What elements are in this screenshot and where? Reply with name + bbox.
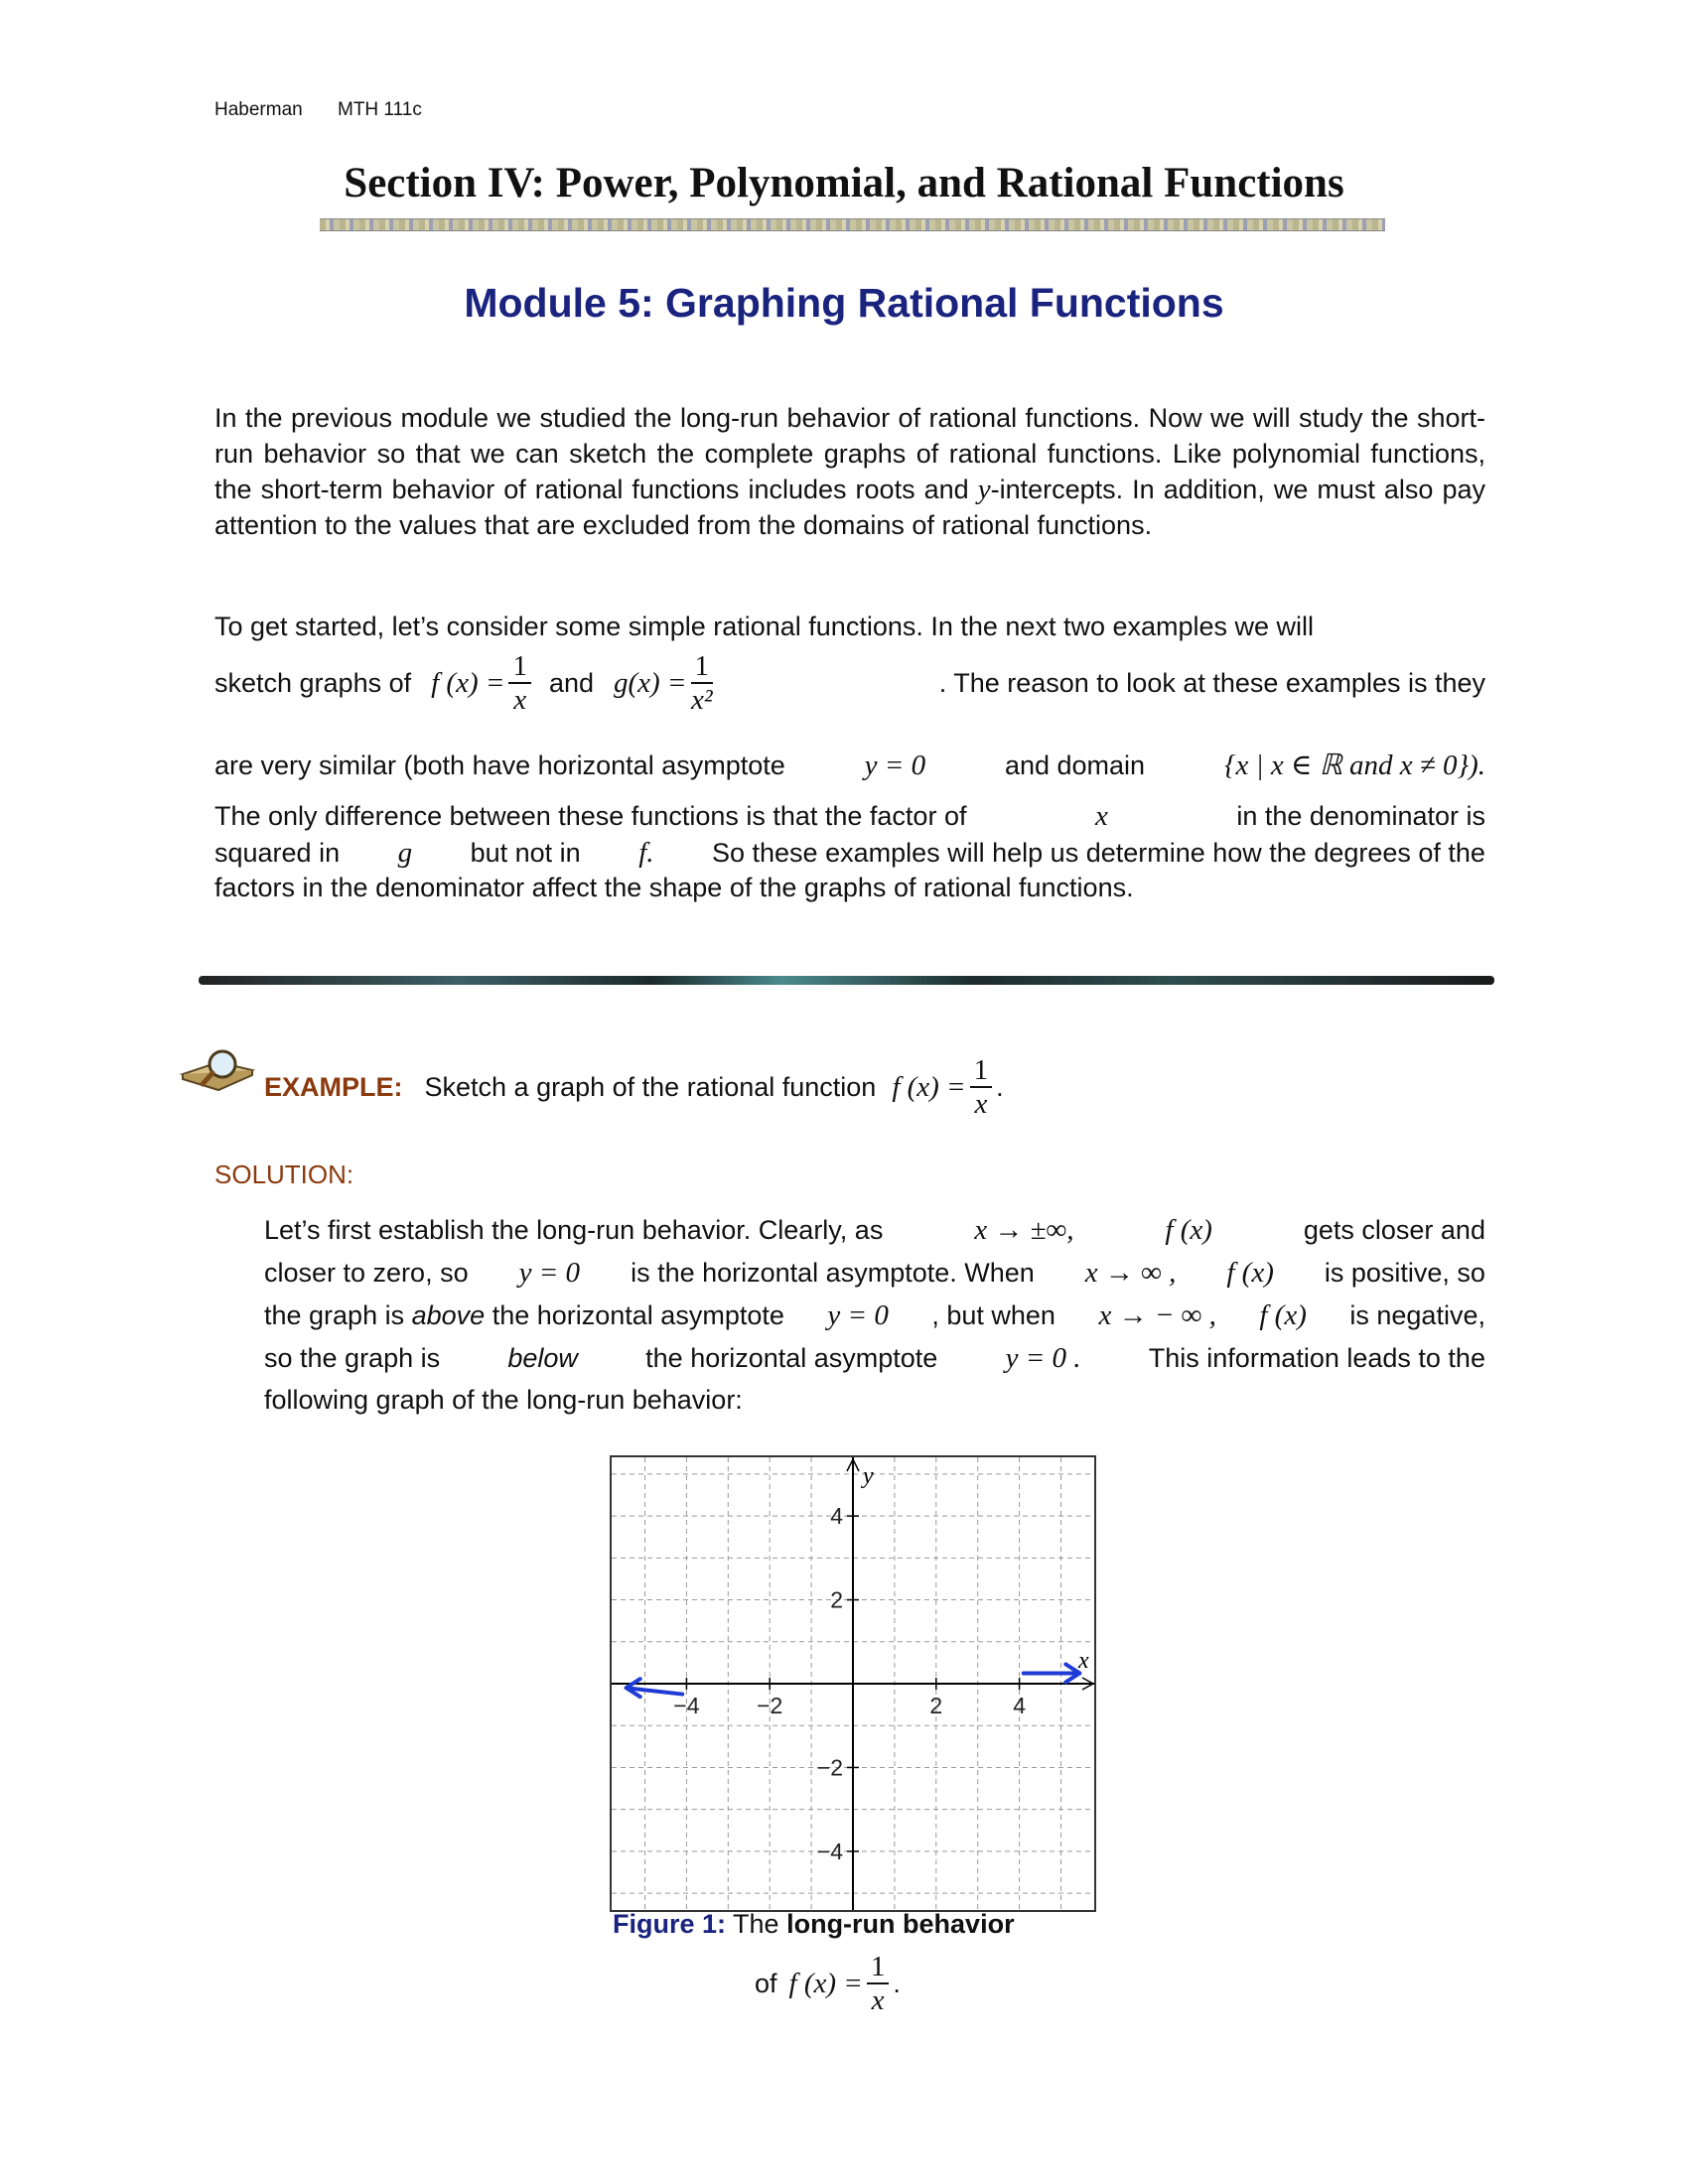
- y-axis-label: y: [863, 1463, 874, 1489]
- solution-line-1: Let’s first establish the long-run behavior. Clearly, as x → ±∞, f (x) gets closer and: [264, 1214, 1485, 1246]
- module-title: Module 5: Graphing Rational Functions: [464, 280, 1224, 326]
- solution-line-4: so the graph is below the horizontal asymptote y = 0 . This information leads to the: [264, 1342, 1485, 1374]
- figure-caption-function: of f (x) = $\frac{1}{x}$ .: [755, 1951, 901, 2016]
- intro-paragraph-1: In the previous module we studied the long-run behavior of rational functions. Now we will study the short-run behavior so that we can sketch the complete graphs of rational functions. Like polynomial functions, the short-term behavior of rational functions includes roots and y-intercepts. In addition, we must also pay attention to the values that are excluded from the domains of rational functions.: [214, 403, 1486, 540]
- x-tick-label: 2: [929, 1693, 943, 1718]
- caption-fraction: $\frac{1}{x}$: [867, 1951, 890, 2016]
- example-fraction: $\frac{1}{x}$: [970, 1054, 993, 1120]
- fraction-1-over-x: $\frac{1}{x}$: [508, 650, 531, 716]
- figure-label: Figure 1:: [613, 1909, 727, 1939]
- intro-paragraph-2-line-5: squared in g but not in f. So these examples will help us determine how the degrees of the: [214, 837, 1485, 869]
- figure-caption: Figure 1: The long-run behavior: [613, 1909, 1015, 1939]
- x-tick-label: 4: [1013, 1693, 1026, 1718]
- solution-line-5: following graph of the long-run behavior:: [264, 1385, 743, 1415]
- intro-paragraph-2-line-3: are very similar (both have horizontal asymptote y = 0 and domain {x | x ∈ ℝ and x ≠ 0}).: [214, 750, 1485, 781]
- solution-line-3: the graph is above the horizontal asymptote y = 0 , but when x → − ∞ , f (x) is negative,: [264, 1299, 1485, 1331]
- long-run-behavior-graph: [610, 1455, 1096, 1912]
- y-tick-label: −2: [816, 1754, 843, 1781]
- intro-paragraph-2-line-1: To get started, let’s consider some simple rational functions. In the next two examples we will: [214, 612, 1315, 641]
- solution-label: SOLUTION:: [214, 1160, 354, 1189]
- title-underline: [320, 218, 1385, 231]
- intro-paragraph-2-line-2: sketch graphs of f (x) = $\frac{1}{x}$ and g(x) = $\frac{1}{\text{x²}}$ . The reason to look at these examples is they: [214, 650, 1485, 716]
- magnifying-glass-book-icon: [179, 1044, 258, 1094]
- y-tick-label: −4: [816, 1838, 843, 1864]
- x-tick-label: −2: [757, 1693, 783, 1718]
- page-header: [214, 99, 452, 121]
- section-divider: [199, 976, 1494, 985]
- graph-svg: [610, 1455, 1096, 1912]
- intro-paragraph-2-line-6: factors in the denominator affect the shape of the graphs of rational functions.: [214, 873, 1134, 902]
- section-title: Section IV: Power, Polynomial, and Rational Functions: [344, 160, 1344, 206]
- solution-line-2: closer to zero, so y = 0 is the horizontal asymptote. When x → ∞ , f (x) is positive, so: [264, 1257, 1485, 1289]
- y-tick-label: 2: [830, 1586, 843, 1613]
- author-name: Haberman: [214, 99, 303, 120]
- x-tick-label: −4: [673, 1693, 700, 1718]
- fraction-1-over-x-squared: $\frac{1}{\text{x²}}$: [690, 650, 713, 716]
- domain-set: {x | x ∈ ℝ and x ≠ 0}).: [1223, 750, 1485, 781]
- example-statement: EXAMPLE: Sketch a graph of the rational function f (x) = $\frac{1}{x}$ .: [264, 1054, 1004, 1120]
- y-tick-label: 4: [830, 1503, 843, 1530]
- example-label: EXAMPLE:: [264, 1071, 403, 1102]
- course-code: MTH 111c: [338, 99, 422, 120]
- intro-paragraph-2-line-4: The only difference between these functions is that the factor of x in the denominator is: [214, 800, 1485, 832]
- x-axis-label: x: [1078, 1648, 1089, 1674]
